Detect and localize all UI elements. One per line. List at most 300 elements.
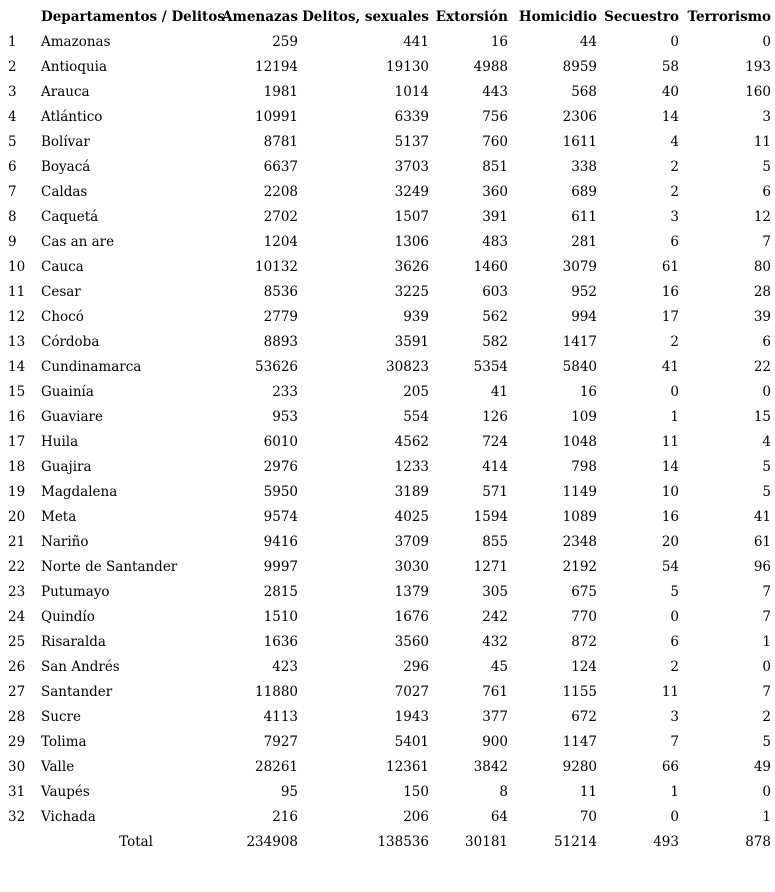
delitos-sexuales-value: 441 <box>403 34 429 50</box>
row-index: 5 <box>8 134 17 150</box>
table-row <box>0 155 775 180</box>
row-index: 3 <box>8 84 17 100</box>
secuestro-value: 5 <box>670 584 679 600</box>
terrorismo-value: 7 <box>762 584 771 600</box>
department-name: Cas an are <box>41 234 115 250</box>
amenazas-value: 1204 <box>263 234 298 250</box>
amenazas-value: 5950 <box>263 484 298 500</box>
extorsion-value: 242 <box>482 609 508 625</box>
terrorismo-value: 0 <box>762 659 771 675</box>
header-extorsion: Extorsión <box>435 9 508 25</box>
amenazas-value: 8536 <box>263 284 298 300</box>
delitos-sexuales-value: 1943 <box>394 709 429 725</box>
secuestro-value: 61 <box>661 259 679 275</box>
delitos-sexuales-value: 3626 <box>394 259 429 275</box>
row-index: 19 <box>8 484 26 500</box>
terrorismo-value: 61 <box>753 534 771 550</box>
homicidio-value: 2192 <box>562 559 597 575</box>
extorsion-value: 1594 <box>473 509 508 525</box>
terrorismo-value: 5 <box>762 459 771 475</box>
extorsion-value: 8 <box>499 784 508 800</box>
secuestro-value: 14 <box>661 109 679 125</box>
terrorismo-value: 5 <box>762 484 771 500</box>
table-row <box>0 505 775 530</box>
delitos-sexuales-value: 3249 <box>394 184 429 200</box>
table-row <box>0 355 775 380</box>
secuestro-value: 20 <box>661 534 679 550</box>
row-index: 29 <box>8 734 26 750</box>
homicidio-value: 44 <box>579 34 597 50</box>
homicidio-value: 338 <box>571 159 597 175</box>
amenazas-value: 9574 <box>263 509 298 525</box>
secuestro-value: 58 <box>661 59 679 75</box>
table-row <box>0 480 775 505</box>
terrorismo-value: 4 <box>762 434 771 450</box>
row-index: 6 <box>8 159 17 175</box>
total-secuestro: 493 <box>653 834 679 850</box>
delitos-sexuales-value: 3703 <box>394 159 429 175</box>
homicidio-value: 1611 <box>562 134 597 150</box>
total-delitos-sexuales: 138536 <box>377 834 429 850</box>
secuestro-value: 6 <box>670 634 679 650</box>
homicidio-value: 8959 <box>562 59 597 75</box>
table-body <box>0 30 775 830</box>
homicidio-value: 1147 <box>562 734 597 750</box>
extorsion-value: 305 <box>482 584 508 600</box>
terrorismo-value: 11 <box>753 134 771 150</box>
department-name: Cundinamarca <box>41 359 142 375</box>
homicidio-value: 3079 <box>562 259 597 275</box>
amenazas-value: 233 <box>272 384 298 400</box>
secuestro-value: 2 <box>670 159 679 175</box>
extorsion-value: 443 <box>482 84 508 100</box>
amenazas-value: 1636 <box>263 634 298 650</box>
delitos-sexuales-value: 7027 <box>394 684 429 700</box>
department-name: Arauca <box>41 84 90 100</box>
terrorismo-value: 6 <box>762 334 771 350</box>
homicidio-value: 952 <box>571 284 597 300</box>
delitos-sexuales-value: 1306 <box>394 234 429 250</box>
homicidio-value: 5840 <box>562 359 597 375</box>
terrorismo-value: 6 <box>762 184 771 200</box>
department-name: Norte de Santander <box>41 559 178 575</box>
department-name: Amazonas <box>41 34 111 50</box>
extorsion-value: 582 <box>482 334 508 350</box>
table-row <box>0 705 775 730</box>
amenazas-value: 11880 <box>255 684 298 700</box>
homicidio-value: 281 <box>571 234 597 250</box>
secuestro-value: 66 <box>661 759 679 775</box>
terrorismo-value: 22 <box>753 359 771 375</box>
row-index: 21 <box>8 534 26 550</box>
delitos-sexuales-value: 205 <box>403 384 429 400</box>
department-name: Bolívar <box>41 134 90 150</box>
department-name: Córdoba <box>41 334 100 350</box>
department-name: San Andrés <box>41 659 120 675</box>
delitos-sexuales-value: 296 <box>403 659 429 675</box>
department-name: Chocó <box>41 309 84 325</box>
total-row <box>0 830 775 855</box>
table-row <box>0 130 775 155</box>
extorsion-value: 432 <box>482 634 508 650</box>
secuestro-value: 2 <box>670 334 679 350</box>
secuestro-value: 14 <box>661 459 679 475</box>
department-name: Caquetá <box>41 209 99 225</box>
table-row <box>0 305 775 330</box>
secuestro-value: 2 <box>670 659 679 675</box>
homicidio-value: 872 <box>571 634 597 650</box>
delitos-sexuales-value: 12361 <box>386 759 429 775</box>
row-index: 22 <box>8 559 26 575</box>
department-name: Boyacá <box>41 159 91 175</box>
department-name: Santander <box>41 684 113 700</box>
delitos-sexuales-value: 19130 <box>386 59 429 75</box>
amenazas-value: 423 <box>272 659 298 675</box>
secuestro-value: 2 <box>670 184 679 200</box>
secuestro-value: 0 <box>670 34 679 50</box>
delitos-sexuales-value: 3030 <box>394 559 429 575</box>
homicidio-value: 16 <box>579 384 597 400</box>
table-row <box>0 780 775 805</box>
table-row <box>0 30 775 55</box>
extorsion-value: 900 <box>482 734 508 750</box>
department-name: Guainía <box>41 384 94 400</box>
secuestro-value: 41 <box>661 359 679 375</box>
table-row <box>0 530 775 555</box>
secuestro-value: 7 <box>670 734 679 750</box>
table-row <box>0 605 775 630</box>
department-name: Meta <box>41 509 77 525</box>
department-name: Caldas <box>41 184 88 200</box>
extorsion-value: 391 <box>482 209 508 225</box>
homicidio-value: 675 <box>571 584 597 600</box>
department-name: Sucre <box>41 709 81 725</box>
row-index: 8 <box>8 209 17 225</box>
secuestro-value: 6 <box>670 234 679 250</box>
amenazas-value: 9997 <box>263 559 298 575</box>
extorsion-value: 756 <box>482 109 508 125</box>
department-name: Quindío <box>41 609 95 625</box>
table-row <box>0 380 775 405</box>
table-row <box>0 455 775 480</box>
row-index: 31 <box>8 784 26 800</box>
department-name: Magdalena <box>41 484 118 500</box>
delitos-sexuales-value: 939 <box>403 309 429 325</box>
row-index: 17 <box>8 434 26 450</box>
department-name: Nariño <box>41 534 89 550</box>
terrorismo-value: 7 <box>762 234 771 250</box>
homicidio-value: 770 <box>571 609 597 625</box>
secuestro-value: 10 <box>661 484 679 500</box>
delitos-sexuales-value: 1233 <box>394 459 429 475</box>
terrorismo-value: 5 <box>762 734 771 750</box>
secuestro-value: 1 <box>670 409 679 425</box>
header-row <box>0 5 775 30</box>
homicidio-value: 2306 <box>562 109 597 125</box>
homicidio-value: 689 <box>571 184 597 200</box>
row-index: 2 <box>8 59 17 75</box>
delitos-sexuales-value: 30823 <box>386 359 429 375</box>
department-name: Valle <box>41 759 75 775</box>
extorsion-value: 4988 <box>473 59 508 75</box>
homicidio-value: 611 <box>571 209 597 225</box>
terrorismo-value: 1 <box>762 634 771 650</box>
amenazas-value: 8893 <box>263 334 298 350</box>
homicidio-value: 1149 <box>562 484 597 500</box>
amenazas-value: 6637 <box>263 159 298 175</box>
terrorismo-value: 3 <box>762 109 771 125</box>
amenazas-value: 7927 <box>263 734 298 750</box>
row-index: 25 <box>8 634 26 650</box>
table-row <box>0 755 775 780</box>
table-row <box>0 555 775 580</box>
table-row <box>0 255 775 280</box>
terrorismo-value: 7 <box>762 609 771 625</box>
extorsion-value: 377 <box>482 709 508 725</box>
amenazas-value: 4113 <box>263 709 298 725</box>
delitos-sexuales-value: 3591 <box>394 334 429 350</box>
secuestro-value: 1 <box>670 784 679 800</box>
department-name: Cauca <box>41 259 84 275</box>
extorsion-value: 724 <box>482 434 508 450</box>
amenazas-value: 2976 <box>263 459 298 475</box>
secuestro-value: 16 <box>661 284 679 300</box>
secuestro-value: 0 <box>670 384 679 400</box>
department-name: Putumayo <box>41 584 110 600</box>
amenazas-value: 6010 <box>263 434 298 450</box>
amenazas-value: 9416 <box>263 534 298 550</box>
homicidio-value: 1417 <box>562 334 597 350</box>
table-row <box>0 230 775 255</box>
terrorismo-value: 41 <box>753 509 771 525</box>
terrorismo-value: 15 <box>753 409 771 425</box>
row-index: 30 <box>8 759 26 775</box>
total-index-cell <box>0 830 38 855</box>
extorsion-value: 45 <box>490 659 508 675</box>
department-name: Huila <box>41 434 79 450</box>
row-index: 7 <box>8 184 17 200</box>
table-row <box>0 205 775 230</box>
delitos-sexuales-value: 5401 <box>394 734 429 750</box>
department-name: Tolima <box>41 734 87 750</box>
homicidio-value: 70 <box>579 809 597 825</box>
delitos-sexuales-value: 3225 <box>394 284 429 300</box>
table-row <box>0 280 775 305</box>
amenazas-value: 95 <box>280 784 298 800</box>
homicidio-value: 798 <box>571 459 597 475</box>
terrorismo-value: 7 <box>762 684 771 700</box>
row-index: 9 <box>8 234 17 250</box>
amenazas-value: 1510 <box>263 609 298 625</box>
secuestro-value: 17 <box>661 309 679 325</box>
terrorismo-value: 1 <box>762 809 771 825</box>
amenazas-value: 53626 <box>255 359 298 375</box>
department-name: Atlántico <box>41 109 103 125</box>
terrorismo-value: 0 <box>762 34 771 50</box>
amenazas-value: 216 <box>272 809 298 825</box>
terrorismo-value: 28 <box>753 284 771 300</box>
crime-by-department-table <box>0 5 775 855</box>
homicidio-value: 568 <box>571 84 597 100</box>
header-terrorismo: Terrorismo <box>687 9 771 25</box>
table-row <box>0 55 775 80</box>
secuestro-value: 0 <box>670 809 679 825</box>
row-index: 10 <box>8 259 26 275</box>
extorsion-value: 603 <box>482 284 508 300</box>
delitos-sexuales-value: 1014 <box>394 84 429 100</box>
extorsion-value: 562 <box>482 309 508 325</box>
row-index: 14 <box>8 359 26 375</box>
delitos-sexuales-value: 1507 <box>394 209 429 225</box>
row-index: 27 <box>8 684 26 700</box>
homicidio-value: 994 <box>571 309 597 325</box>
table-row <box>0 180 775 205</box>
row-index: 12 <box>8 309 26 325</box>
total-homicidio: 51214 <box>554 834 597 850</box>
terrorismo-value: 193 <box>745 59 771 75</box>
department-name: Guajira <box>41 459 92 475</box>
table-row <box>0 405 775 430</box>
row-index: 18 <box>8 459 26 475</box>
row-index: 24 <box>8 609 26 625</box>
extorsion-value: 1460 <box>473 259 508 275</box>
header-delitos-sexuales: Delitos, sexuales <box>302 9 429 25</box>
terrorismo-value: 96 <box>753 559 771 575</box>
total-label: Total <box>119 834 153 850</box>
department-name: Guaviare <box>41 409 103 425</box>
extorsion-value: 571 <box>482 484 508 500</box>
amenazas-value: 2815 <box>263 584 298 600</box>
row-index: 32 <box>8 809 26 825</box>
delitos-sexuales-value: 3709 <box>394 534 429 550</box>
terrorismo-value: 80 <box>753 259 771 275</box>
delitos-sexuales-value: 1379 <box>394 584 429 600</box>
table-row <box>0 330 775 355</box>
table-row <box>0 680 775 705</box>
extorsion-value: 851 <box>482 159 508 175</box>
table-row <box>0 580 775 605</box>
table-row <box>0 630 775 655</box>
amenazas-value: 2702 <box>263 209 298 225</box>
row-index: 20 <box>8 509 26 525</box>
delitos-sexuales-value: 206 <box>403 809 429 825</box>
extorsion-value: 414 <box>482 459 508 475</box>
header-department: Departamentos / Delitos <box>41 9 225 25</box>
extorsion-value: 3842 <box>473 759 508 775</box>
homicidio-value: 11 <box>579 784 597 800</box>
department-name: Risaralda <box>41 634 106 650</box>
terrorismo-value: 49 <box>753 759 771 775</box>
row-index: 13 <box>8 334 26 350</box>
department-name: Vaupés <box>41 784 90 800</box>
department-name: Cesar <box>41 284 81 300</box>
homicidio-value: 1155 <box>562 684 597 700</box>
secuestro-value: 54 <box>661 559 679 575</box>
row-index: 15 <box>8 384 26 400</box>
extorsion-value: 855 <box>482 534 508 550</box>
extorsion-value: 41 <box>490 384 508 400</box>
row-index: 23 <box>8 584 26 600</box>
homicidio-value: 9280 <box>562 759 597 775</box>
extorsion-value: 761 <box>482 684 508 700</box>
extorsion-value: 126 <box>482 409 508 425</box>
table-row <box>0 730 775 755</box>
terrorismo-value: 39 <box>753 309 771 325</box>
amenazas-value: 28261 <box>255 759 298 775</box>
amenazas-value: 2779 <box>263 309 298 325</box>
amenazas-value: 2208 <box>263 184 298 200</box>
delitos-sexuales-value: 4025 <box>394 509 429 525</box>
homicidio-value: 1089 <box>562 509 597 525</box>
delitos-sexuales-value: 554 <box>403 409 429 425</box>
homicidio-value: 109 <box>571 409 597 425</box>
row-index: 11 <box>8 284 26 300</box>
homicidio-value: 672 <box>571 709 597 725</box>
amenazas-value: 1981 <box>263 84 298 100</box>
terrorismo-value: 2 <box>762 709 771 725</box>
secuestro-value: 3 <box>670 209 679 225</box>
extorsion-value: 64 <box>490 809 508 825</box>
extorsion-value: 16 <box>490 34 508 50</box>
row-index: 1 <box>8 34 17 50</box>
secuestro-value: 11 <box>661 434 679 450</box>
department-name: Antioquia <box>41 59 108 75</box>
header-secuestro: Secuestro <box>604 9 679 25</box>
terrorismo-value: 12 <box>753 209 771 225</box>
amenazas-value: 259 <box>272 34 298 50</box>
delitos-sexuales-value: 4562 <box>394 434 429 450</box>
extorsion-value: 483 <box>482 234 508 250</box>
homicidio-value: 2348 <box>562 534 597 550</box>
total-extorsion: 30181 <box>465 834 508 850</box>
extorsion-value: 1271 <box>473 559 508 575</box>
amenazas-value: 953 <box>272 409 298 425</box>
delitos-sexuales-value: 150 <box>403 784 429 800</box>
terrorismo-value: 5 <box>762 159 771 175</box>
amenazas-value: 12194 <box>255 59 298 75</box>
row-index: 16 <box>8 409 26 425</box>
terrorismo-value: 0 <box>762 384 771 400</box>
delitos-sexuales-value: 3189 <box>394 484 429 500</box>
amenazas-value: 10991 <box>255 109 298 125</box>
secuestro-value: 4 <box>670 134 679 150</box>
extorsion-value: 5354 <box>473 359 508 375</box>
department-name: Vichada <box>41 809 96 825</box>
secuestro-value: 40 <box>661 84 679 100</box>
total-amenazas: 234908 <box>246 834 298 850</box>
homicidio-value: 1048 <box>562 434 597 450</box>
homicidio-value: 124 <box>571 659 597 675</box>
delitos-sexuales-value: 5137 <box>394 134 429 150</box>
secuestro-value: 0 <box>670 609 679 625</box>
header-homicidio: Homicidio <box>518 9 597 25</box>
table-row <box>0 80 775 105</box>
extorsion-value: 360 <box>482 184 508 200</box>
secuestro-value: 3 <box>670 709 679 725</box>
row-index: 26 <box>8 659 26 675</box>
secuestro-value: 16 <box>661 509 679 525</box>
header-index <box>0 5 38 30</box>
table-row <box>0 430 775 455</box>
delitos-sexuales-value: 6339 <box>394 109 429 125</box>
header-amenazas: Amenazas <box>222 9 298 25</box>
total-terrorismo: 878 <box>745 834 771 850</box>
terrorismo-value: 0 <box>762 784 771 800</box>
table-row <box>0 655 775 680</box>
row-index: 4 <box>8 109 17 125</box>
amenazas-value: 10132 <box>255 259 298 275</box>
row-index: 28 <box>8 709 26 725</box>
